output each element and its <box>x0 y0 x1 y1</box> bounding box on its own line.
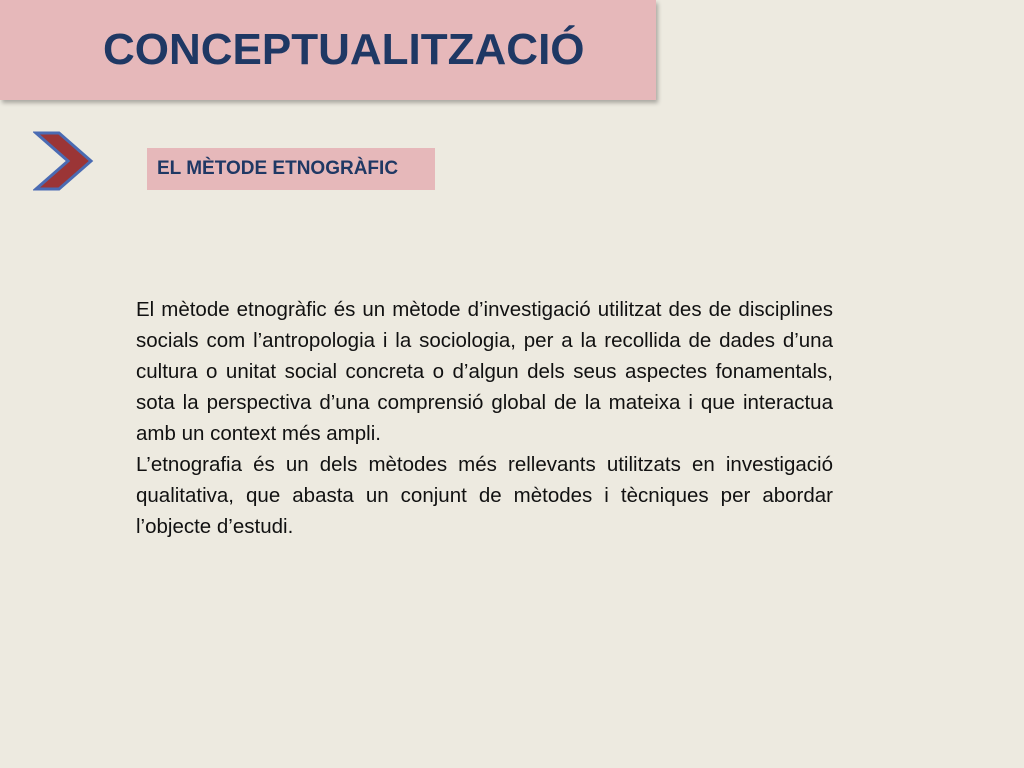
section-heading-box <box>147 148 435 190</box>
title-banner <box>0 0 656 100</box>
paragraph-ethnography: L’etnografia és un dels mètodes més rellevants utilitzats en investigació qualitativa, que abasta un conjunt de mètodes i tècniques per abordar l’objecte d’estudi. <box>136 453 833 538</box>
chevron-right-icon <box>33 131 95 191</box>
paragraph-definition: El mètode etnogràfic és un mètode d’investigació utilitzat des de disciplines socials com l’antropologia i la sociologia, per a la recollida de dades d’una cultura o unitat social concreta o d’algun dels seus aspectes fonamentals, sota la perspectiva d’una comprensió global de la mateixa i que interactua amb un context més ampli. <box>136 298 833 445</box>
slide-title: CONCEPTUALITZACIÓ <box>103 25 585 74</box>
body-text <box>136 294 833 542</box>
section-heading: EL MÈTODE ETNOGRÀFIC <box>157 158 399 179</box>
